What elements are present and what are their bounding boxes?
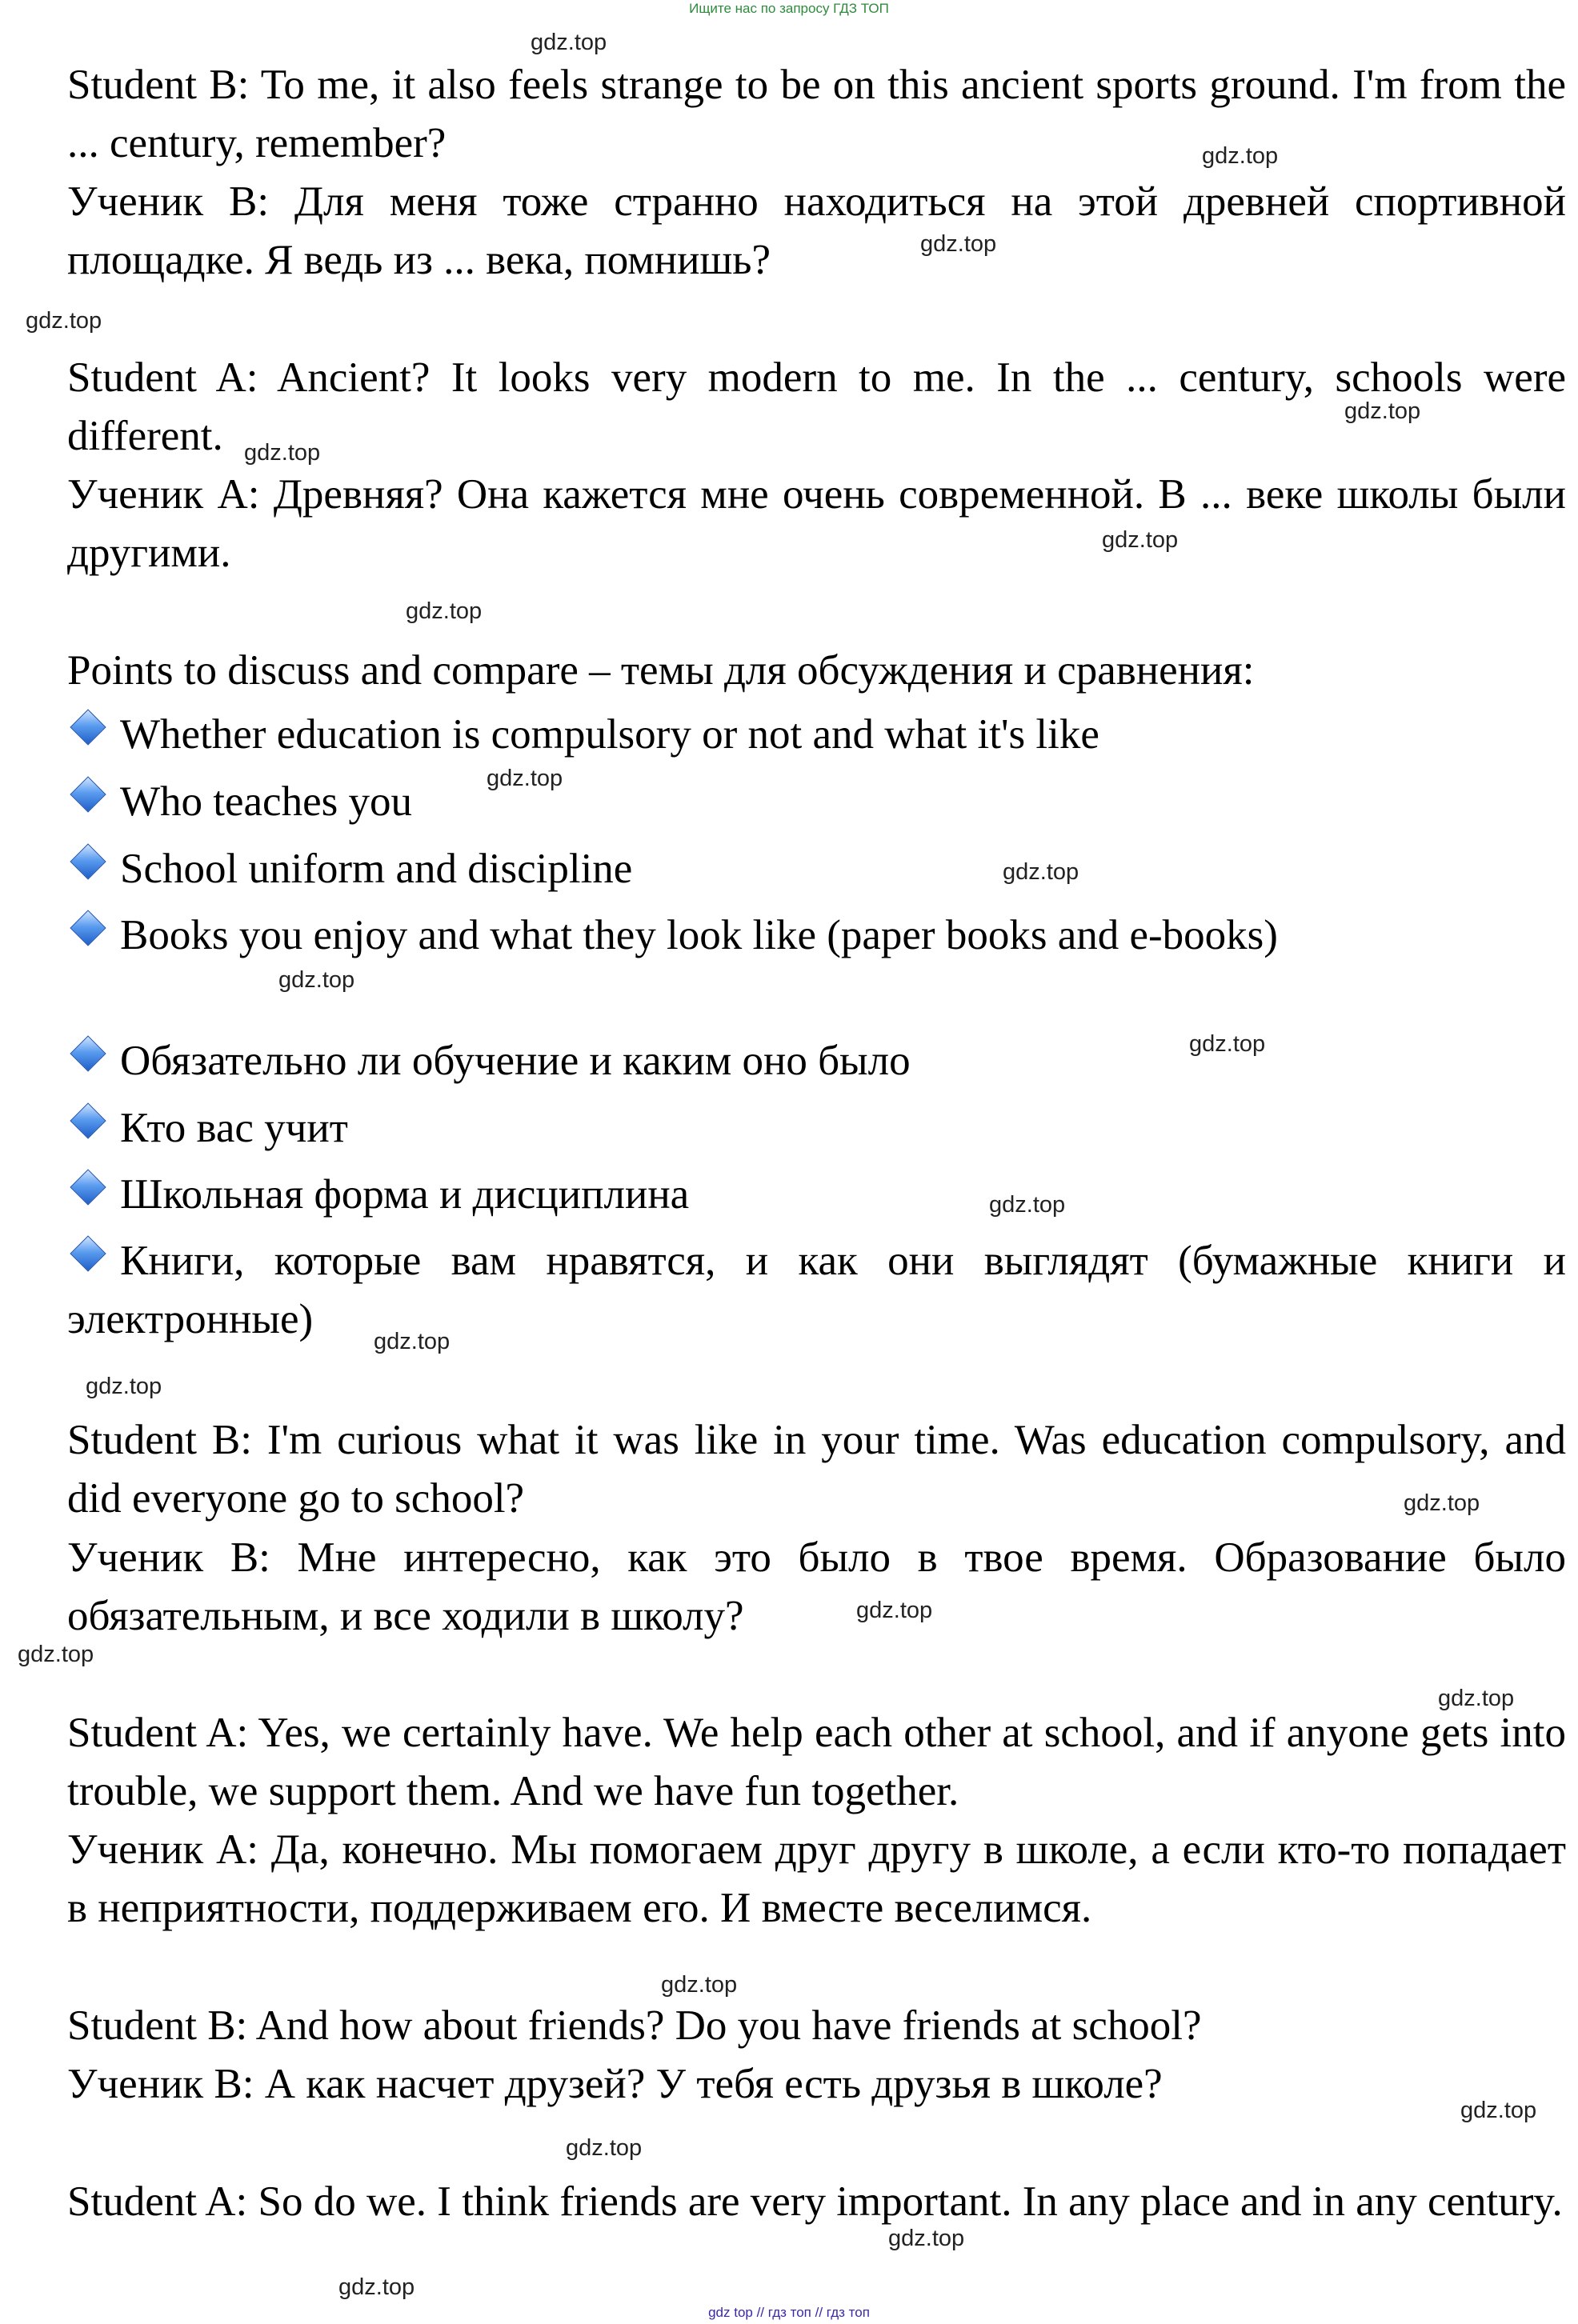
- watermark: gdz.top: [1189, 1031, 1266, 1057]
- diamond-bullet-icon: [70, 910, 106, 946]
- watermark: gdz.top: [920, 231, 997, 257]
- point-en-4: Books you enjoy and what they look like (paper books and e-books): [67, 906, 1278, 965]
- watermark: gdz.top: [1202, 143, 1279, 169]
- watermark: gdz.top: [338, 2274, 415, 2300]
- watermark: gdz.top: [1438, 1686, 1515, 1711]
- diamond-bullet-icon: [70, 776, 106, 812]
- watermark: gdz.top: [1344, 398, 1421, 424]
- diamond-bullet-icon: [70, 1035, 106, 1071]
- watermark: gdz.top: [374, 1329, 451, 1354]
- watermark: gdz.top: [566, 2135, 643, 2161]
- watermark: gdz.top: [18, 1642, 94, 1667]
- uchenik-v-line-1: Ученик В: Для меня тоже странно находиться на этой древней спортивной площадке. Я ведь из ... века, помнишь?: [67, 178, 1566, 283]
- watermark: gdz.top: [278, 967, 355, 993]
- points-heading: Points to discuss and compare – темы для обсуждения и сравнения:: [67, 647, 1255, 694]
- watermark: gdz.top: [661, 1972, 738, 1998]
- student-b-line-2: Student B: I'm curious what it was like in your time. Was education compulsory, and did everyone go to school?: [67, 1417, 1566, 1522]
- bottom-banner: gdz top // гдз топ // гдз топ: [708, 2305, 870, 2320]
- watermark: gdz.top: [1460, 2098, 1537, 2123]
- watermark: gdz.top: [1102, 527, 1179, 553]
- student-a-line-2: Student A: Yes, we certainly have. We help each other at school, and if anyone gets into trouble, we support them. And we have fun together.: [67, 1710, 1566, 1814]
- point-en-2: Who teaches you: [67, 773, 412, 831]
- diamond-bullet-icon: [70, 1102, 106, 1138]
- diamond-bullet-icon: [70, 1169, 106, 1205]
- watermark: gdz.top: [888, 2226, 965, 2251]
- point-ru-4: Книги, которые вам нравятся, и как они выглядят (бумажные книги и электронные): [67, 1232, 1566, 1349]
- point-en-3: School uniform and discipline: [67, 840, 632, 898]
- diamond-bullet-icon: [70, 1235, 106, 1271]
- point-en-1: Whether education is compulsory or not and what it's like: [67, 706, 1099, 764]
- top-banner: Ищите нас по запросу ГДЗ ТОП: [689, 1, 889, 16]
- point-ru-3: Школьная форма и дисциплина: [67, 1166, 689, 1224]
- student-a-line-3: Student A: So do we. I think friends are very important. In any place and in any century.: [67, 2178, 1563, 2225]
- uchenik-v-line-3: Ученик В: А как насчет друзей? У тебя есть друзья в школе?: [67, 2061, 1163, 2107]
- watermark: gdz.top: [1404, 1490, 1480, 1516]
- watermark: gdz.top: [487, 766, 563, 791]
- uchenik-v-line-2: Ученик В: Мне интересно, как это было в твое время. Образование было обязательным, и все ходили в школу?: [67, 1534, 1566, 1639]
- watermark: gdz.top: [856, 1598, 933, 1623]
- point-ru-2: Кто вас учит: [67, 1099, 348, 1158]
- watermark: gdz.top: [244, 440, 321, 466]
- watermark: gdz.top: [26, 308, 102, 334]
- uchenik-a-line-2: Ученик А: Да, конечно. Мы помогаем друг другу в школе, а если кто-то попадает в неприятности, поддерживаем его. И вместе веселимся.: [67, 1826, 1566, 1931]
- student-b-line-1: Student B: To me, it also feels strange to be on this ancient sports ground. I'm from the ... century, remember?: [67, 62, 1566, 166]
- point-ru-1: Обязательно ли обучение и каким оно было: [67, 1032, 911, 1090]
- uchenik-a-line-1: Ученик А: Древняя? Она кажется мне очень современной. В ... веке школы были другими.: [67, 471, 1566, 576]
- watermark: gdz.top: [1003, 859, 1079, 885]
- diamond-bullet-icon: [70, 843, 106, 879]
- student-a-line-1: Student A: Ancient? It looks very modern to me. In the ... century, schools were different.: [67, 354, 1566, 459]
- diamond-bullet-icon: [70, 709, 106, 745]
- watermark: gdz.top: [531, 30, 607, 55]
- student-b-line-3: Student B: And how about friends? Do you have friends at school?: [67, 2002, 1202, 2049]
- watermark: gdz.top: [989, 1192, 1066, 1218]
- watermark: gdz.top: [406, 598, 483, 624]
- watermark: gdz.top: [86, 1374, 162, 1399]
